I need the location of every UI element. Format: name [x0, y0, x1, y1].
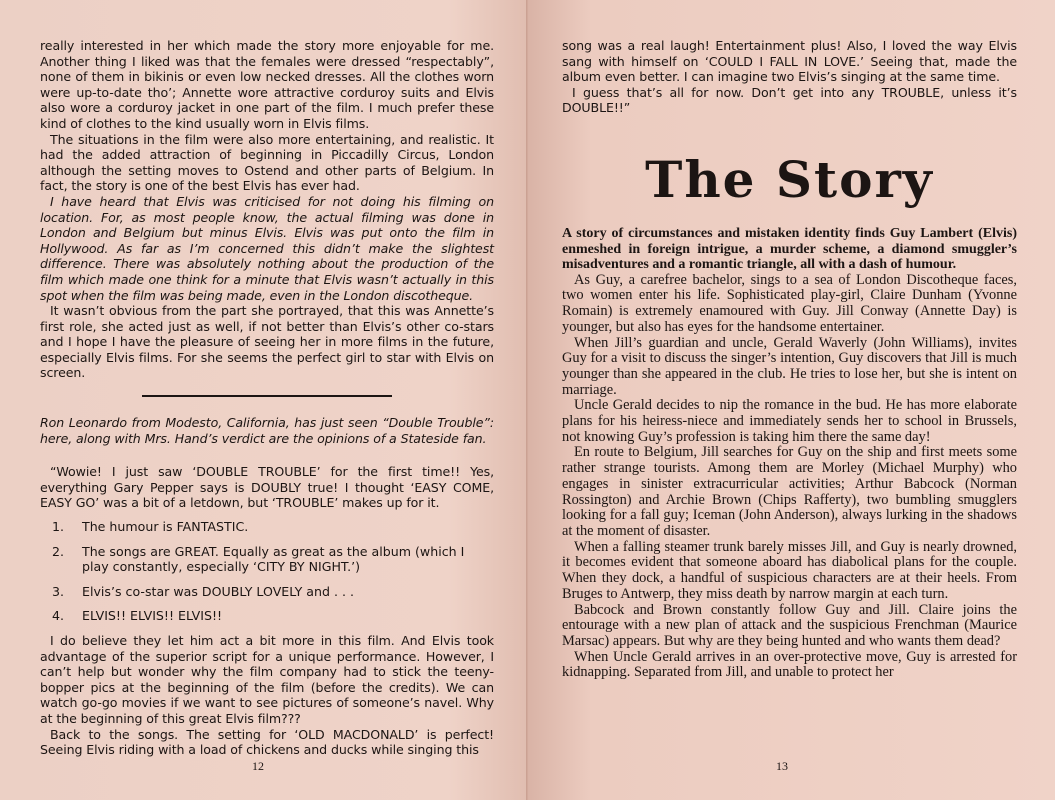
- paragraph: En route to Belgium, Jill searches for Guy on the ship and first meets some rather strange tourists. Among them are Morley (Michael Murphy) who engages in sinister extracurricular activities; Arthur Babcock (Norman Rossington) and Archie Brown (Chips Rafferty), two bumbling smugglers looking for a fall guy; Iceman (John Anderson), always lurking in the shadows at the moment of disaster.: [562, 444, 1017, 539]
- paragraph: It wasn’t obvious from the part she portrayed, that this was Annette’s first role, she acted just as well, if not better than Elvis’s other co-stars and I hope I have the pleasure of seeing her in more films in the future, especially Elvis films. For she seems the perfect girl to star with Elvis on screen.: [40, 303, 494, 381]
- list-item-number: 2.: [52, 543, 65, 559]
- left-top-paragraphs: [40, 38, 494, 381]
- paragraph: really interested in her which made the story more enjoyable for me. Another thing I liked was that the females were dressed “respectably”, none of them in bikinis or even low necked dresses. All the clothes worn were up-to-date tho’; Annette wore attractive corduroy suits and Elvis also wore a corduroy jacket in one part of the film. I much prefer these kind of clothes to the kind usually worn in Elvis films.: [40, 38, 494, 131]
- list-item: [40, 519, 494, 535]
- story-lead: A story of circumstances and mistaken identity finds Guy Lambert (Elvis) enmeshed in foreign intrigue, a murder scheme, a diamond smuggler’s misadventures and a romantic triangle, all with a dash of humour.: [562, 225, 1017, 273]
- numbered-list: [40, 519, 494, 624]
- list-item: [40, 608, 494, 624]
- list-item-number: 3.: [52, 583, 65, 599]
- list-item-text: Elvis’s co-star was DOUBLY LOVELY and . . .: [82, 583, 355, 599]
- paragraph: When Jill’s guardian and uncle, Gerald Waverly (John Williams), invites Guy for a visit to discuss the singer’s intention, Guy discovers that Jill is much younger than she appeared in the club. He tries to lose her, but she is intent on marriage.: [562, 334, 1017, 398]
- paragraph: The situations in the film were also more entertaining, and realistic. It had the added attraction of beginning in Piccadilly Circus, London although the setting moves to Ostend and other parts of Belgium. In fact, the story is one of the best Elvis has ever had.: [40, 131, 494, 194]
- list-item-text: The songs are GREAT. Equally as great as the album (which I play constantly, especially ‘CITY BY NIGHT.’): [82, 543, 465, 575]
- letter-opening: “Wowie! I just saw ‘DOUBLE TROUBLE’ for the first time!! Yes, everything Gary Pepper says is DOUBLY true! I thought ‘EASY COME, EASY GO’ was a bit of a letdown, but ‘TROUBLE’ makes up for it.: [40, 464, 494, 511]
- right-top-paragraphs: [562, 38, 1017, 116]
- list-item-number: 1.: [52, 519, 65, 535]
- paragraph: I have heard that Elvis was criticised for not doing his filming on location. For, as most people know, the actual filming was done in London and Belgium but minus Elvis. Elvis was put onto the film in Hollywood. As far as I’m concerned this didn’t make the slightest difference. There was absolutely nothing about the production of the film which made one think for a minute that Elvis wasn’t actually in this spot when the film was being made, even in the London discotheque.: [40, 193, 494, 303]
- story-title: The Story: [645, 149, 934, 209]
- page-number-left: 12: [252, 759, 264, 773]
- left-bottom-paragraphs: [40, 633, 494, 758]
- right-page: [528, 0, 1055, 800]
- paragraph: As Guy, a carefree bachelor, sings to a sea of London Discotheque faces, two women enter his life. Sophisticated play-girl, Claire Dunham (Yvonne Romain) is extremely enamoured with Guy. Jill Conway (Annette Day) is younger, but also has eyes for the handsome entertainer.: [562, 271, 1017, 335]
- paragraph: When a falling steamer trunk barely misses Jill, and Guy is nearly drowned, it becomes evident that someone aboard has diabolical plans for the couple. When they dock, a handful of suspicious characters are at their heels. From Bruges to Antwerp, they miss death by narrow margin at each turn.: [562, 538, 1017, 602]
- section-divider: [142, 395, 392, 397]
- paragraph: I do believe they let him act a bit more in this film. And Elvis took advantage of the superior script for a unique performance. However, I can’t help but wonder why the film company had to stick the teeny-bopper pics at the beginning of the film (before the credits). We can watch go-go movies if we want to see pictures of someone’s navel. Why at the beginning of this great Elvis film???: [40, 633, 494, 726]
- paragraph: song was a real laugh! Entertainment plus! Also, I loved the way Elvis sang with himself on ‘COULD I FALL IN LOVE.’ Seeing that, made the album even better. I can imagine two Elvis’s singing at the same time.: [562, 38, 1017, 85]
- paragraph: I guess that’s all for now. Don’t get into any TROUBLE, unless it’s DOUBLE!!”: [562, 84, 1017, 116]
- list-item-number: 4.: [52, 608, 65, 624]
- paragraph: Babcock and Brown constantly follow Guy and Jill. Claire joins the entourage with a new plan of attack and the suspicious Frenchman (Maurice Marsac) appears. But why are they being hunted and who wants them dead?: [562, 601, 1017, 649]
- intro-paragraph: Ron Leonardo from Modesto, California, has just seen “Double Trouble”: here, along with Mrs. Hand’s verdict are the opinions of a Stateside fan.: [40, 415, 494, 446]
- paragraph: Back to the songs. The setting for ‘OLD MACDONALD’ is perfect! Seeing Elvis riding with a load of chickens and ducks while singing this: [40, 726, 494, 758]
- page-number-right: 13: [776, 759, 788, 773]
- paragraph: Uncle Gerald decides to nip the romance in the bud. He has more elaborate plans for his heiress-niece and immediately sends her to school in Brussels, not knowing Guy’s profession is taking him there the same day!: [562, 397, 1017, 445]
- story-body: [562, 273, 1017, 681]
- paragraph: When Uncle Gerald arrives in an over-protective move, Guy is arrested for kidnapping. Separated from Jill, and unable to protect her: [562, 648, 1017, 681]
- list-item: [40, 584, 494, 600]
- list-item-text: ELVIS!! ELVIS!! ELVIS!!: [82, 608, 223, 624]
- list-item: [40, 544, 494, 575]
- list-item-text: The humour is FANTASTIC.: [82, 519, 249, 535]
